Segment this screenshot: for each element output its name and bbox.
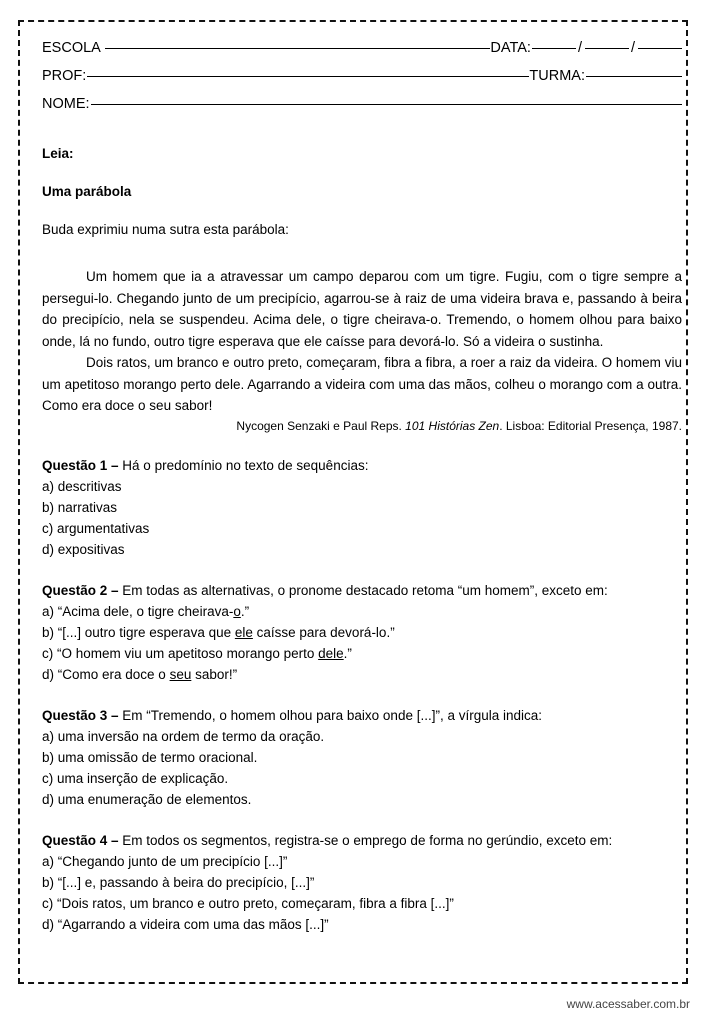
data-day-blank[interactable] (532, 48, 576, 49)
alt-highlighted-pronoun: o (233, 603, 241, 619)
alt-text: a) “Acima dele, o tigre cheirava- (42, 603, 234, 619)
question-2-number: Questão 2 – (42, 582, 123, 598)
spacer (42, 164, 682, 182)
spacer (42, 202, 682, 220)
alt-text: a) descritivas (42, 478, 122, 494)
question-3-text: Em “Tremendo, o homem olhou para baixo onde [...]”, a vírgula indica: (122, 707, 543, 723)
alt-text: c) argumentativas (42, 520, 150, 536)
nome-blank-line[interactable] (91, 104, 682, 105)
question-3-number: Questão 3 – (42, 707, 123, 723)
source-authors: Nycogen Senzaki e Paul Reps. (236, 418, 406, 433)
question-1-text: Há o predomínio no texto de sequências: (122, 457, 369, 473)
data-year-blank[interactable] (638, 48, 682, 49)
escola-blank-line[interactable] (105, 48, 491, 49)
alt-highlighted-pronoun: ele (234, 624, 253, 640)
leia-label: Leia: (42, 146, 74, 161)
website-url[interactable]: www.acessaber.com.br (566, 997, 690, 1011)
question-3-stem (42, 705, 682, 726)
question-4-text: Em todos os segmentos, registra-se o emprego de forma no gerúndio, exceto em: (122, 832, 613, 848)
alt-text: b) uma omissão de termo oracional. (42, 749, 258, 765)
alt-text: c) “O homem viu um apetitoso morango perto (42, 645, 319, 661)
source-publisher: . Lisboa: Editorial Presença, 1987. (499, 418, 682, 433)
question-block-4 (42, 830, 682, 935)
question-2-stem (42, 580, 682, 601)
question-1-number: Questão 1 – (42, 457, 123, 473)
question-2-alt-c[interactable] (42, 643, 682, 664)
alt-text: c) “Dois ratos, um branco e outro preto, começaram, fibra a fibra [...]” (42, 895, 454, 911)
question-3-alt-c[interactable] (42, 768, 682, 789)
question-2-alt-d[interactable] (42, 664, 682, 685)
text-lead: Buda exprimiu numa sutra esta parábola: (42, 222, 289, 237)
question-block-3 (42, 705, 682, 810)
alt-text-tail: caísse para devorá-lo.” (252, 624, 395, 640)
date-separator-1: / (577, 40, 582, 56)
question-3-alt-a[interactable] (42, 726, 682, 747)
prof-turma-field-row (42, 62, 682, 90)
alt-text: c) uma inserção de explicação. (42, 770, 229, 786)
alt-highlighted-pronoun: dele (318, 645, 344, 661)
question-1-alt-b[interactable] (42, 497, 682, 518)
spacer (42, 118, 682, 144)
alt-text-tail: .” (343, 645, 352, 661)
question-3-alt-d[interactable] (42, 789, 682, 810)
footer (0, 997, 690, 1011)
story-paragraph-1: Um homem que ia a atravessar um campo deparou com um tigre. Fugiu, com o tigre sempre a persegui-lo. Chegando junto de um precipício, agarrou-se à raiz de uma videira brava e, passando à beira do precipício, nela se suspendeu. Acima dele, o tigre cheirava-o. Tremendo, o homem olhou para baixo onde, lá no fundo, outro tigre esperava que ele caísse para devorá-lo. Só a videira o sustinha. (42, 269, 682, 349)
question-1-stem (42, 455, 682, 476)
alt-highlighted-pronoun: seu (169, 666, 192, 682)
alt-text: d) “Como era doce o (42, 666, 170, 682)
question-4-alt-a[interactable] (42, 851, 682, 872)
question-4-alt-d[interactable] (42, 914, 682, 935)
question-4-number: Questão 4 – (42, 832, 123, 848)
data-label: DATA: (490, 40, 531, 56)
question-block-1 (42, 455, 682, 560)
escola-label: ESCOLA (42, 40, 101, 56)
source-work-title: 101 Histórias Zen (405, 418, 500, 433)
alt-text: d) “Agarrando a videira com uma das mãos [...]” (42, 916, 329, 932)
story-paragraph-2: Dois ratos, um branco e outro preto, começaram, fibra a fibra, a roer a raiz da videira. O homem viu um apetitoso morango perto dele. Agarrando a videira com uma das mãos, colheu o morango com a outra. Como era doce o seu sabor! (42, 355, 682, 413)
question-2-text: Em todas as alternativas, o pronome destacado retoma “um homem”, exceto em: (122, 582, 608, 598)
question-block-2 (42, 580, 682, 685)
data-month-blank[interactable] (585, 48, 629, 49)
prof-blank-line[interactable] (87, 76, 529, 77)
alt-text-tail: sabor!” (191, 666, 238, 682)
prof-label: PROF: (42, 68, 87, 84)
text-source (42, 417, 682, 435)
nome-field-row (42, 90, 682, 118)
question-3-alt-b[interactable] (42, 747, 682, 768)
question-1-alt-d[interactable] (42, 539, 682, 560)
question-4-alt-c[interactable] (42, 893, 682, 914)
turma-blank-line[interactable] (586, 76, 682, 77)
alt-text-tail: .” (240, 603, 250, 619)
alt-text: d) expositivas (42, 541, 125, 557)
nome-label: NOME: (42, 96, 90, 112)
question-1-alt-a[interactable] (42, 476, 682, 497)
worksheet-content (42, 34, 682, 935)
escola-data-field-row (42, 34, 682, 62)
question-2-alt-b[interactable] (42, 622, 682, 643)
question-4-stem (42, 830, 682, 851)
spacer (42, 240, 682, 266)
alt-text: b) “[...] e, passando à beira do precipício, [...]” (42, 874, 315, 890)
alt-text: d) uma enumeração de elementos. (42, 791, 252, 807)
question-1-alt-c[interactable] (42, 518, 682, 539)
question-4-alt-b[interactable] (42, 872, 682, 893)
turma-label: TURMA: (529, 68, 585, 84)
alt-text: b) narrativas (42, 499, 118, 515)
alt-text: a) uma inversão na ordem de termo da oração. (42, 728, 325, 744)
question-2-alt-a[interactable] (42, 601, 682, 622)
text-title: Uma parábola (42, 184, 132, 199)
date-separator-2: / (630, 40, 635, 56)
alt-text: a) “Chegando junto de um precipício [...]” (42, 853, 288, 869)
alt-text: b) “[...] outro tigre esperava que (42, 624, 235, 640)
